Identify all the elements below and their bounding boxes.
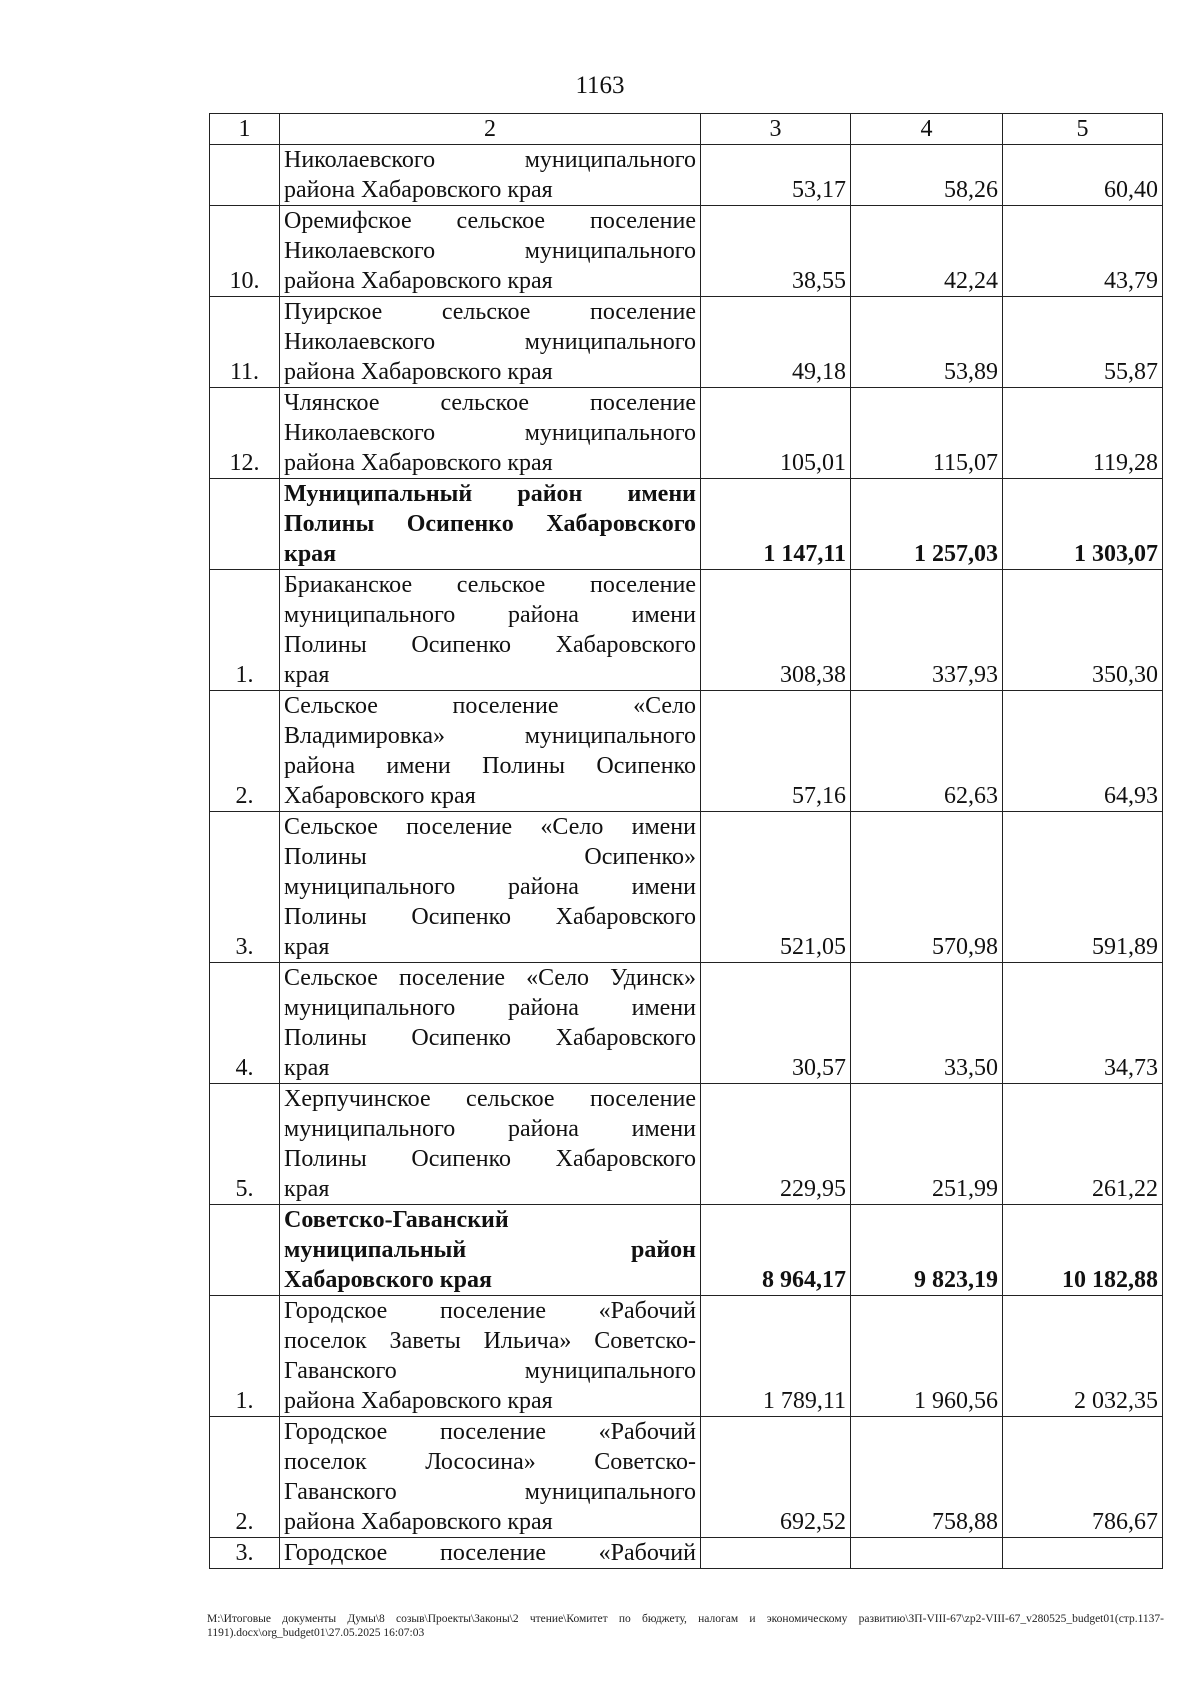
amount-v4: 758,88 <box>851 1417 1003 1538</box>
entity-name-line: муниципального района имени <box>284 602 696 628</box>
table-row <box>210 388 1163 479</box>
entity-name-line: Городское поселение «Рабочий <box>284 1540 696 1566</box>
entity-name-line: Полины Осипенко Хабаровского <box>284 1146 696 1172</box>
entity-name-line: Хабаровского края <box>284 1267 492 1293</box>
entity-name-line: Николаевского муниципального <box>284 147 696 173</box>
amount-v4: 251,99 <box>851 1084 1003 1205</box>
table-row <box>210 1538 1163 1569</box>
amount-v4: 570,98 <box>851 812 1003 963</box>
row-number: 3. <box>210 1538 280 1569</box>
column-header: 2 <box>280 114 701 145</box>
amount-v3: 521,05 <box>701 812 851 963</box>
entity-name-line: района Хабаровского края <box>284 359 553 385</box>
entity-name <box>280 145 701 206</box>
entity-name <box>280 479 701 570</box>
amount-v4: 53,89 <box>851 297 1003 388</box>
entity-name-line: Гаванского муниципального <box>284 1358 696 1384</box>
amount-v3 <box>701 1538 851 1569</box>
amount-v4: 9 823,19 <box>851 1205 1003 1296</box>
entity-name-line: Городское поселение «Рабочий <box>284 1298 696 1324</box>
entity-name-line: Полины Осипенко Хабаровского <box>284 511 696 537</box>
entity-name-line: Члянское сельское поселение <box>284 390 696 416</box>
entity-name-line: Хабаровского края <box>284 783 476 809</box>
amount-v5: 350,30 <box>1003 570 1163 691</box>
entity-name-line: Городское поселение «Рабочий <box>284 1419 696 1445</box>
amount-v4: 1 257,03 <box>851 479 1003 570</box>
table-row-total <box>210 1205 1163 1296</box>
table-row <box>210 206 1163 297</box>
amount-v5: 10 182,88 <box>1003 1205 1163 1296</box>
row-number: 10. <box>210 206 280 297</box>
amount-v3: 1 147,11 <box>701 479 851 570</box>
amount-v3: 38,55 <box>701 206 851 297</box>
entity-name-line: Николаевского муниципального <box>284 329 696 355</box>
table-row <box>210 691 1163 812</box>
row-number: 2. <box>210 691 280 812</box>
amount-v3: 49,18 <box>701 297 851 388</box>
amount-v4: 58,26 <box>851 145 1003 206</box>
table-body <box>210 145 1163 1569</box>
entity-name-line: поселок Заветы Ильича» Советско- <box>284 1328 696 1354</box>
row-number: 1. <box>210 1296 280 1417</box>
table-row <box>210 812 1163 963</box>
amount-v5 <box>1003 1538 1163 1569</box>
entity-name-line: муниципального района имени <box>284 1116 696 1142</box>
amount-v4: 115,07 <box>851 388 1003 479</box>
amount-v4: 33,50 <box>851 963 1003 1084</box>
entity-name-line: края <box>284 1176 330 1202</box>
table-row <box>210 963 1163 1084</box>
entity-name-line: Сельское поселение «Село <box>284 693 696 719</box>
entity-name <box>280 812 701 963</box>
entity-name-line: района имени Полины Осипенко <box>284 753 696 779</box>
entity-name-line: района Хабаровского края <box>284 1388 553 1414</box>
table-row <box>210 570 1163 691</box>
entity-name-line: края <box>284 1055 330 1081</box>
amount-v5: 43,79 <box>1003 206 1163 297</box>
entity-name-line: Сельское поселение «Село имени <box>284 814 696 840</box>
amount-v3: 1 789,11 <box>701 1296 851 1417</box>
entity-name-line: Владимировка» муниципального <box>284 723 696 749</box>
entity-name <box>280 1084 701 1205</box>
table-row <box>210 1296 1163 1417</box>
entity-name <box>280 297 701 388</box>
entity-name-line: района Хабаровского края <box>284 450 553 476</box>
amount-v5: 60,40 <box>1003 145 1163 206</box>
amount-v5: 261,22 <box>1003 1084 1163 1205</box>
row-number: 2. <box>210 1417 280 1538</box>
amount-v5: 55,87 <box>1003 297 1163 388</box>
entity-name-line: муниципального района имени <box>284 874 696 900</box>
entity-name-line: Оремифское сельское поселение <box>284 208 696 234</box>
entity-name <box>280 1205 701 1296</box>
amount-v3: 53,17 <box>701 145 851 206</box>
entity-name <box>280 388 701 479</box>
entity-name-line: муниципального района имени <box>284 995 696 1021</box>
table-row-total <box>210 479 1163 570</box>
row-number: 11. <box>210 297 280 388</box>
amount-v5: 34,73 <box>1003 963 1163 1084</box>
row-number <box>210 479 280 570</box>
column-header: 1 <box>210 114 280 145</box>
amount-v4: 1 960,56 <box>851 1296 1003 1417</box>
entity-name-line: Бриаканское сельское поселение <box>284 572 696 598</box>
entity-name-line: Гаванского муниципального <box>284 1479 696 1505</box>
table-row <box>210 297 1163 388</box>
entity-name-line: Полины Осипенко Хабаровского <box>284 904 696 930</box>
entity-name <box>280 963 701 1084</box>
entity-name-line: Николаевского муниципального <box>284 420 696 446</box>
entity-name-line: Муниципальный район имени <box>284 481 696 507</box>
amount-v4: 62,63 <box>851 691 1003 812</box>
amount-v5: 2 032,35 <box>1003 1296 1163 1417</box>
amount-v5: 1 303,07 <box>1003 479 1163 570</box>
entity-name-line: поселок Лососина» Советско- <box>284 1449 696 1475</box>
entity-name <box>280 1538 701 1569</box>
file-path-footer: M:\Итоговые документы Думы\8 созыв\Проекты\Законы\2 чтение\Комитет по бюджету, налогам и экономическому развитию\ЗП-VIII-67\zp2-VIII-67_v280525_budget01(стр.1137-1191).docx\org_budget01\27.05.2025 16:07:03 <box>207 1613 1164 1639</box>
row-number: 3. <box>210 812 280 963</box>
row-number: 12. <box>210 388 280 479</box>
amount-v5: 119,28 <box>1003 388 1163 479</box>
entity-name-line: Полины Осипенко Хабаровского <box>284 632 696 658</box>
row-number <box>210 145 280 206</box>
table-header-row <box>210 114 1163 145</box>
amount-v3: 308,38 <box>701 570 851 691</box>
entity-name <box>280 206 701 297</box>
row-number <box>210 1205 280 1296</box>
table-row <box>210 145 1163 206</box>
entity-name-line: края <box>284 662 330 688</box>
table-row <box>210 1084 1163 1205</box>
amount-v3: 8 964,17 <box>701 1205 851 1296</box>
entity-name-line: края <box>284 934 330 960</box>
entity-name-line: края <box>284 541 337 567</box>
entity-name-line: Полины Осипенко Хабаровского <box>284 1025 696 1051</box>
amount-v3: 105,01 <box>701 388 851 479</box>
column-header: 3 <box>701 114 851 145</box>
amount-v3: 30,57 <box>701 963 851 1084</box>
row-number: 1. <box>210 570 280 691</box>
amount-v3: 57,16 <box>701 691 851 812</box>
column-header: 4 <box>851 114 1003 145</box>
entity-name <box>280 1296 701 1417</box>
entity-name-line: района Хабаровского края <box>284 268 553 294</box>
amount-v3: 692,52 <box>701 1417 851 1538</box>
amount-v4: 42,24 <box>851 206 1003 297</box>
page-number: 1163 <box>575 72 625 99</box>
entity-name-line: Полины Осипенко» <box>284 844 696 870</box>
amount-v5: 786,67 <box>1003 1417 1163 1538</box>
entity-name-line: Сельское поселение «Село Удинск» <box>284 965 696 991</box>
entity-name-line: Херпучинское сельское поселение <box>284 1086 696 1112</box>
amount-v4 <box>851 1538 1003 1569</box>
entity-name-line: Пуирское сельское поселение <box>284 299 696 325</box>
budget-table <box>209 113 1163 1569</box>
entity-name-line: района Хабаровского края <box>284 177 553 203</box>
row-number: 4. <box>210 963 280 1084</box>
entity-name-line: Советско-Гаванский <box>284 1207 509 1233</box>
entity-name <box>280 570 701 691</box>
entity-name-line: муниципальный район <box>284 1237 696 1263</box>
entity-name <box>280 1417 701 1538</box>
amount-v3: 229,95 <box>701 1084 851 1205</box>
entity-name-line: района Хабаровского края <box>284 1509 553 1535</box>
amount-v5: 64,93 <box>1003 691 1163 812</box>
column-header: 5 <box>1003 114 1163 145</box>
table-row <box>210 1417 1163 1538</box>
entity-name-line: Николаевского муниципального <box>284 238 696 264</box>
amount-v5: 591,89 <box>1003 812 1163 963</box>
entity-name <box>280 691 701 812</box>
amount-v4: 337,93 <box>851 570 1003 691</box>
row-number: 5. <box>210 1084 280 1205</box>
